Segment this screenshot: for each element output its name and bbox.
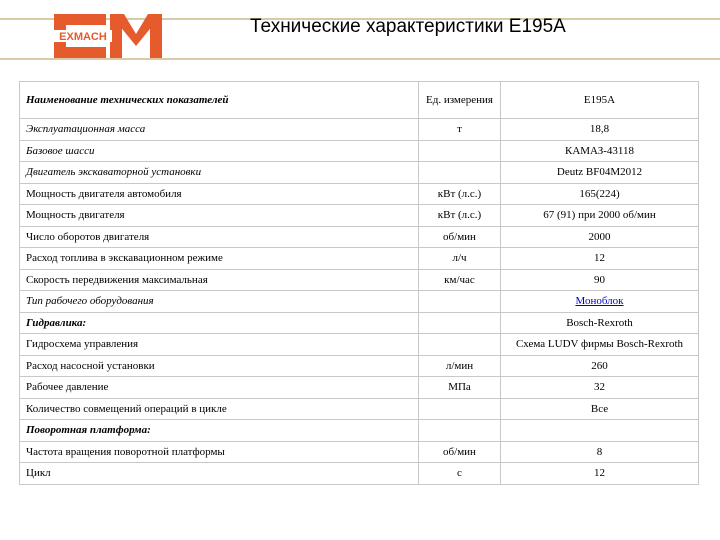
row-param: Мощность двигателя [20, 205, 419, 227]
table-row [20, 183, 699, 205]
row-unit: кВт (л.с.) [419, 183, 501, 205]
table-row [20, 269, 699, 291]
row-value: 12 [501, 463, 699, 485]
row-unit: об/мин [419, 226, 501, 248]
row-param: Число оборотов двигателя [20, 226, 419, 248]
row-param: Мощность двигателя автомобиля [20, 183, 419, 205]
logo-text: EXMACH [59, 31, 107, 43]
row-param: Рабочее давление [20, 377, 419, 399]
spec-table [19, 81, 699, 485]
row-unit [419, 291, 501, 313]
row-value: 18,8 [501, 119, 699, 141]
header-model: Е195А [501, 82, 699, 119]
row-unit: т [419, 119, 501, 141]
row-unit [419, 420, 501, 442]
row-unit: кВт (л.с.) [419, 205, 501, 227]
row-param: Количество совмещений операций в цикле [20, 398, 419, 420]
row-value: Bosch-Rexroth [501, 312, 699, 334]
row-unit: л/ч [419, 248, 501, 270]
row-unit [419, 140, 501, 162]
row-param: Гидравлика: [20, 312, 419, 334]
row-value: Схема LUDV фирмы Bosch-Rexroth [501, 334, 699, 356]
table-row [20, 463, 699, 485]
row-unit: л/мин [419, 355, 501, 377]
header-unit: Ед. измерения [419, 82, 501, 119]
table-row [20, 162, 699, 184]
row-unit [419, 398, 501, 420]
row-param: Расход насосной установки [20, 355, 419, 377]
row-value: 8 [501, 441, 699, 463]
row-value [501, 420, 699, 442]
table-header-row [20, 82, 699, 119]
table-row [20, 226, 699, 248]
table-row [20, 355, 699, 377]
table-row [20, 312, 699, 334]
row-value: 32 [501, 377, 699, 399]
row-value: 165(224) [501, 183, 699, 205]
row-param: Двигатель экскаваторной установки [20, 162, 419, 184]
row-value: 2000 [501, 226, 699, 248]
table-row [20, 119, 699, 141]
row-value: Deutz BF04M2012 [501, 162, 699, 184]
row-unit [419, 312, 501, 334]
header-param: Наименование технических показателей [20, 82, 419, 119]
row-param: Гидросхема управления [20, 334, 419, 356]
row-unit: МПа [419, 377, 501, 399]
table-row [20, 398, 699, 420]
row-value: 260 [501, 355, 699, 377]
table-row [20, 441, 699, 463]
row-value: 90 [501, 269, 699, 291]
row-value: Все [501, 398, 699, 420]
table-row [20, 248, 699, 270]
table-row [20, 420, 699, 442]
row-unit [419, 334, 501, 356]
row-value-link[interactable]: Моноблок [501, 291, 699, 313]
row-param: Частота вращения поворотной платформы [20, 441, 419, 463]
table-row [20, 140, 699, 162]
row-param: Расход топлива в экскавационном режиме [20, 248, 419, 270]
row-value: КАМАЗ-43118 [501, 140, 699, 162]
page-title: Технические характеристики Е195А [250, 16, 566, 37]
table-row [20, 205, 699, 227]
row-value: 12 [501, 248, 699, 270]
table-row [20, 377, 699, 399]
row-unit: км/час [419, 269, 501, 291]
row-param: Эксплуатационная масса [20, 119, 419, 141]
row-param: Скорость передвижения максимальная [20, 269, 419, 291]
row-unit: об/мин [419, 441, 501, 463]
row-unit [419, 162, 501, 184]
table-row [20, 291, 699, 313]
exmach-logo [50, 12, 166, 60]
table-row [20, 334, 699, 356]
row-param: Тип рабочего оборудования [20, 291, 419, 313]
row-param: Базовое шасси [20, 140, 419, 162]
row-param: Поворотная платформа: [20, 420, 419, 442]
row-param: Цикл [20, 463, 419, 485]
row-value: 67 (91) при 2000 об/мин [501, 205, 699, 227]
row-unit: с [419, 463, 501, 485]
